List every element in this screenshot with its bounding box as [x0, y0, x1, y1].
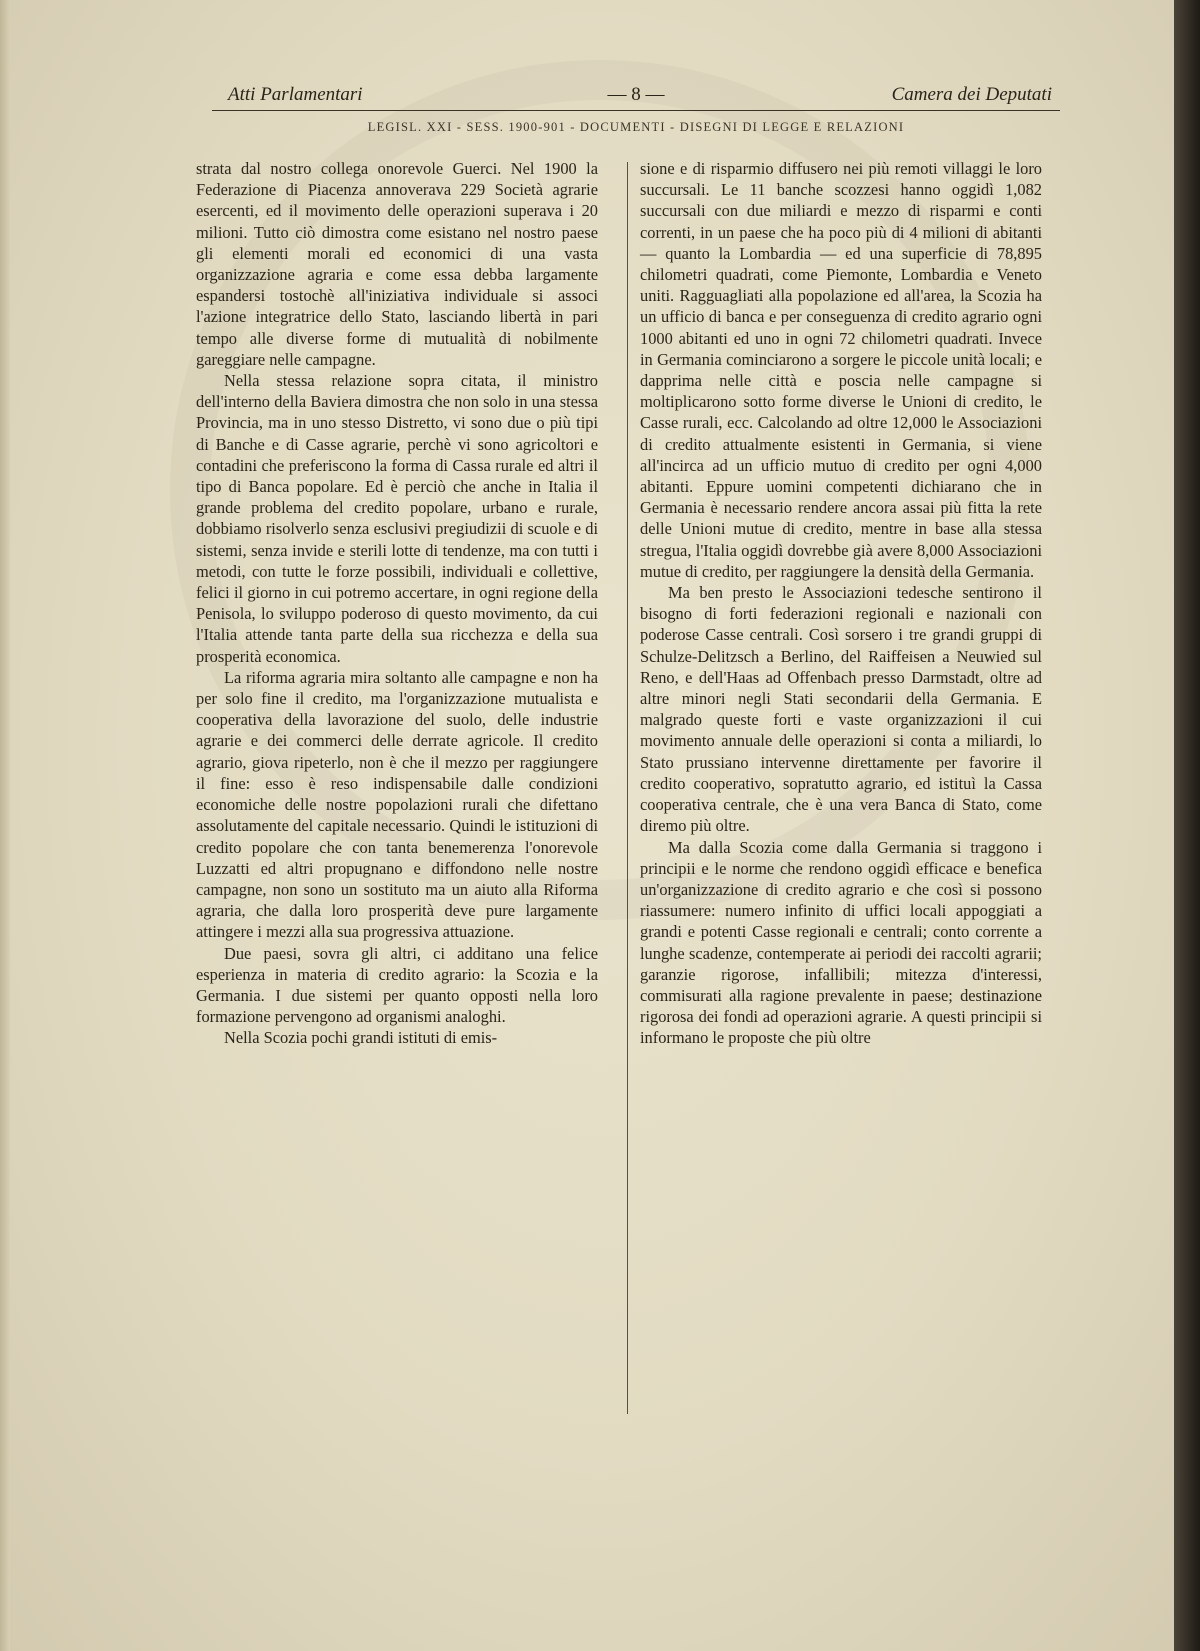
paragraph: Ma dalla Scozia come dalla Germania si traggono i principii e le norme che rendono oggidì efficace e benefica un'organizzazione di credito agrario e che così si possono riassumere: numero infinito di uffici locali appoggiati a grandi e potenti Casse regionali e centrali; conto corrente a lunghe scadenze, contemperate ai periodi dei raccolti agrarii; garanzie rigorose, infallibili; mitezza d'interessi, commisurati alla ragione prevalente in paese; destinazione rigorosa dei fondi ad operazioni agrarie. A questi principii si informano le proposte che più oltre	[640, 837, 1042, 1048]
paragraph: sione e di risparmio diffusero nei più remoti villaggi le loro succursali. Le 11 banche scozzesi hanno oggidì 1,082 succursali con due miliardi e mezzo di risparmi e conti correnti, in un paese che ha poco più di 4 milioni di abitanti — quanto la Lombardia — ed una superficie di 78,895 chilometri quadrati, come Piemonte, Lombardia e Veneto uniti. Ragguagliati alla popolazione ed all'area, la Scozia ha un ufficio di banca e per conseguenza di credito agrario ogni 1000 abitanti ed uno in ogni 72 chilometri quadrati. Invece in Germania cominciarono a sorgere le piccole unità locali; e dapprima nelle città e poscia nelle campagne si moltiplicarono sotto forme diverse le Unioni di credito, le Casse rurali, ecc. Calcolando ad oltre 12,000 le Associazioni di credito attualmente esistenti in Germania, si viene all'incirca ad un ufficio mutuo di credito per ogni 4,000 abitanti. Eppure uomini competenti dichiarano che in Germania è necessario rendere ancora assai più fitta la rete delle Unioni mutue di credito, mentre in base alla stessa stregua, l'Italia oggidì dovrebbe già avere 8,000 Associazioni mutue di credito, per raggiungere la densità della Germania.	[640, 159, 1042, 581]
paragraph: Nella stessa relazione sopra citata, il ministro dell'interno della Baviera dimostra che non solo in una stessa Provincia, ma in uno stesso Distretto, vi sono due o più tipi di Banche e di Casse agrarie, perchè vi sono agricoltori e contadini che preferiscono la forma di Cassa rurale ed altri il tipo di Banca popolare. Ed è perciò che anche in Italia il grande problema del credito popolare, urbano e rurale, dobbiamo risolverlo senza esclusivi pregiudizii di scuole e di sistemi, senza invide e sterili lotte di tendenze, ma con tutti i metodi, con tutte le forze possibili, individuali e collettive, felici il giorno in cui potremo accertare, in ogni regione della Penisola, lo sviluppo poderoso di questo movimento, da cui l'Italia attende tanta parte della sua ricchezza e della sua prosperità economica.	[196, 371, 598, 666]
paragraph: strata dal nostro collega onorevole Guerci. Nel 1900 la Federazione di Piacenza annoverava 229 Società agrarie esercenti, ed il movimento delle operazioni superava i 20 milioni. Tutto ciò dimostra come esistano nel nostro paese gli elementi morali ed economici di una vasta organizzazione agraria e come essa debba largamente espandersi tostochè all'iniziativa individuale si associ l'azione integratrice dello Stato, lasciando libertà in pari tempo alle diverse forme di mutualità di nobilmente gareggiare nelle campagne.	[196, 159, 598, 369]
page-left-edge	[0, 0, 10, 1651]
session-subheader: LEGISL. XXI - SESS. 1900-901 - DOCUMENTI - DISEGNI DI LEGGE E RELAZIONI	[367, 120, 905, 134]
header-left: Atti Parlamentari	[228, 84, 363, 105]
left-column	[196, 158, 598, 1049]
page-number: — 8 —	[607, 84, 665, 105]
right-column	[640, 158, 1042, 1049]
paragraph: Nella Scozia pochi grandi istituti di emis-	[224, 1028, 498, 1048]
paragraph: Due paesi, sovra gli altri, ci additano una felice esperienza in materia di credito agrario: la Scozia e la Germania. I due sistemi per quanto opposti nella loro formazione pervengono ad organismi analoghi.	[196, 943, 598, 1027]
page-binding-shadow	[1174, 0, 1200, 1651]
running-header	[212, 84, 1060, 111]
paragraph: La riforma agraria mira soltanto alle campagne e non ha per solo fine il credito, ma l'organizzazione mutualista e cooperativa della lavorazione del suolo, delle industrie agrarie e dei commerci delle derrate agricole. Il credito agrario, giova ripeterlo, non è che il mezzo per raggiungere il fine: esso è reso indispensabile dalle condizioni economiche delle nostre popolazioni rurali che difettano assolutamente del capitale necessario. Quindi le istituzioni di credito popolare che con tanta benemerenza l'onorevole Luzzatti ed altri propugnano e diffondono nelle nostre campagne, non sono un sostituto ma un aiuto alla Riforma agraria, che dalla loro prosperità deve pure largamente attingere i mezzi alla sua progressiva attuazione.	[196, 667, 598, 942]
header-right: Camera dei Deputati	[891, 84, 1052, 105]
paragraph: Ma ben presto le Associazioni tedesche sentirono il bisogno di forti federazioni regionali e nazionali con poderose Casse centrali. Così sorsero i tre grandi gruppi di Schulze-Delitzsch a Berlino, del Raiffeisen a Neuwied sul Reno, e dell'Haas ad Offenbach presso Darmstadt, oltre ad altre minori negli Stati secondarii della Germania. E malgrado queste forti e vaste organizzazioni il cui movimento annuale delle operazioni si conta a miliardi, lo Stato prussiano intervenne direttamente per favorire il credito cooperativo, sopratutto agrario, ed istituì la Cassa cooperativa centrale, che è una vera Banca di Stato, come diremo più oltre.	[640, 583, 1042, 836]
column-divider	[627, 162, 628, 1414]
